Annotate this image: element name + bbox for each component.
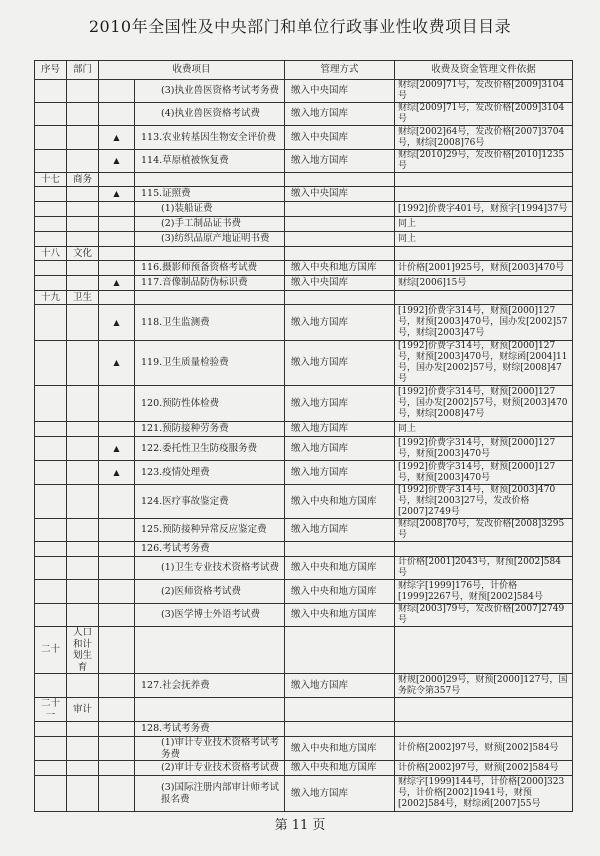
row-dept bbox=[67, 776, 99, 812]
row-seq bbox=[35, 103, 67, 126]
row-dept: 卫生 bbox=[67, 291, 99, 305]
row-management bbox=[285, 173, 395, 187]
row-seq bbox=[35, 232, 67, 247]
row-management bbox=[285, 217, 395, 232]
row-basis: 财综[2008]70号，发改价格[2008]3295号 bbox=[395, 519, 573, 542]
row-item-name: (3)国际注册内部审计师考试报名费 bbox=[135, 776, 285, 812]
row-management bbox=[285, 202, 395, 217]
row-management: 缴入地方国库 bbox=[285, 103, 395, 126]
row-basis: [1992]价费字314号，财预[2000]127号，财预[2003]470号，财综函[2004]11号，国办发[2002]57号，财综[2008]47号 bbox=[395, 341, 573, 386]
table-row bbox=[35, 604, 573, 627]
table-row bbox=[35, 557, 573, 580]
row-dept bbox=[67, 386, 99, 422]
row-item-name: 120.预防性体检费 bbox=[135, 386, 285, 422]
row-seq bbox=[35, 519, 67, 542]
row-seq bbox=[35, 80, 67, 103]
row-basis: 财综[2002]64号，发改价格[2007]3704号，财综[2008]76号 bbox=[395, 126, 573, 150]
table-row bbox=[35, 580, 573, 604]
row-dept bbox=[67, 604, 99, 627]
row-item-name: (1)审计专业技术资格考试考务费 bbox=[135, 737, 285, 761]
row-mark bbox=[99, 232, 135, 247]
row-dept bbox=[67, 737, 99, 761]
row-basis: [1992]价费字314号，财预[2000]127号，财预[2003]470号，国办发[2002]57号，财综[2003]47号 bbox=[395, 305, 573, 341]
row-item-name: 114.草原植被恢复费 bbox=[135, 150, 285, 173]
row-item-name: 122.委托性卫生防疫服务费 bbox=[135, 437, 285, 461]
row-item-name bbox=[135, 173, 285, 187]
row-item-name: 118.卫生监测费 bbox=[135, 305, 285, 341]
row-dept bbox=[67, 485, 99, 519]
row-management: 缴入地方国库 bbox=[285, 341, 395, 386]
page-number: 第 11 页 bbox=[274, 818, 326, 833]
row-item-name: 128.考试考务费 bbox=[135, 722, 285, 737]
table-row bbox=[35, 542, 573, 557]
row-item-name: (2)审计专业技术资格考试费 bbox=[135, 761, 285, 776]
row-item-name bbox=[135, 627, 285, 674]
row-item-name: 125.预防接种异常反应鉴定费 bbox=[135, 519, 285, 542]
header-seq: 序号 bbox=[35, 61, 67, 80]
document-title: 2010年全国性及中央部门和单位行政事业性收费项目目录 bbox=[88, 17, 512, 36]
row-management: 缴入地方国库 bbox=[285, 461, 395, 485]
row-seq bbox=[35, 187, 67, 202]
row-management: 缴入地方国库 bbox=[285, 437, 395, 461]
row-item-name: 113.农业转基因生物安全评价费 bbox=[135, 126, 285, 150]
row-management: 缴入中央国库 bbox=[285, 80, 395, 103]
row-mark: ▲ bbox=[99, 187, 135, 202]
row-seq bbox=[35, 261, 67, 276]
row-seq bbox=[35, 422, 67, 437]
row-seq bbox=[35, 737, 67, 761]
table-row bbox=[35, 232, 573, 247]
row-mark bbox=[99, 542, 135, 557]
row-seq bbox=[35, 580, 67, 604]
row-management: 缴入中央国库 bbox=[285, 276, 395, 291]
row-mark: ▲ bbox=[99, 437, 135, 461]
row-seq bbox=[35, 305, 67, 341]
table-row bbox=[35, 437, 573, 461]
row-dept bbox=[67, 150, 99, 173]
row-basis: 计价格[2001]2043号，财预[2002]584号 bbox=[395, 557, 573, 580]
row-dept bbox=[67, 674, 99, 698]
row-mark bbox=[99, 604, 135, 627]
row-mark: ▲ bbox=[99, 276, 135, 291]
row-seq: 十九 bbox=[35, 291, 67, 305]
row-item-name: 116.摄影师预备资格考试费 bbox=[135, 261, 285, 276]
row-dept bbox=[67, 761, 99, 776]
row-seq bbox=[35, 461, 67, 485]
row-mark bbox=[99, 627, 135, 674]
row-basis: 财综字[1999]176号，计价格[1999]2267号，财预[2002]584号 bbox=[395, 580, 573, 604]
row-seq: 十七 bbox=[35, 173, 67, 187]
row-basis bbox=[395, 187, 573, 202]
row-basis bbox=[395, 173, 573, 187]
row-dept bbox=[67, 187, 99, 202]
row-mark bbox=[99, 261, 135, 276]
row-basis: 财规[2000]29号，财预[2000]127号，国务院令第357号 bbox=[395, 674, 573, 698]
row-basis bbox=[395, 291, 573, 305]
table-row bbox=[35, 776, 573, 812]
row-item-name: (4)执业兽医资格考试费 bbox=[135, 103, 285, 126]
row-management: 缴入中央和地方国库 bbox=[285, 261, 395, 276]
row-management bbox=[285, 291, 395, 305]
row-management bbox=[285, 722, 395, 737]
row-item-name: 126.考试考务费 bbox=[135, 542, 285, 557]
row-item-name: 117.音像制品防伪标识费 bbox=[135, 276, 285, 291]
row-seq bbox=[35, 557, 67, 580]
table-row bbox=[35, 187, 573, 202]
row-seq bbox=[35, 126, 67, 150]
row-mark bbox=[99, 698, 135, 722]
table-row bbox=[35, 173, 573, 187]
row-seq bbox=[35, 386, 67, 422]
row-seq bbox=[35, 776, 67, 812]
row-mark bbox=[99, 202, 135, 217]
row-mark bbox=[99, 557, 135, 580]
row-mark bbox=[99, 103, 135, 126]
row-mark: ▲ bbox=[99, 341, 135, 386]
row-basis: 财综[2006]15号 bbox=[395, 276, 573, 291]
row-mark bbox=[99, 722, 135, 737]
row-seq bbox=[35, 761, 67, 776]
row-basis: 同上 bbox=[395, 217, 573, 232]
row-item-name: 123.疫情处理费 bbox=[135, 461, 285, 485]
row-basis: 同上 bbox=[395, 422, 573, 437]
table-row bbox=[35, 737, 573, 761]
row-item-name: 119.卫生质量检验费 bbox=[135, 341, 285, 386]
row-management: 缴入中央和地方国库 bbox=[285, 580, 395, 604]
table-row bbox=[35, 674, 573, 698]
row-seq bbox=[35, 217, 67, 232]
row-dept bbox=[67, 341, 99, 386]
header-dept: 部门 bbox=[67, 61, 99, 80]
row-dept bbox=[67, 437, 99, 461]
row-basis: [1992]价费字314号，财预[2000]127号，财预[2003]470号 bbox=[395, 437, 573, 461]
row-management bbox=[285, 247, 395, 261]
row-mark: ▲ bbox=[99, 150, 135, 173]
row-basis: 计价格[2001]925号，财预[2003]470号 bbox=[395, 261, 573, 276]
row-dept bbox=[67, 305, 99, 341]
row-item-name: (1)装船证费 bbox=[135, 202, 285, 217]
row-seq: 十八 bbox=[35, 247, 67, 261]
row-management: 缴入地方国库 bbox=[285, 674, 395, 698]
row-mark bbox=[99, 217, 135, 232]
row-basis bbox=[395, 627, 573, 674]
row-item-name: 124.医疗事故鉴定费 bbox=[135, 485, 285, 519]
table-row bbox=[35, 627, 573, 674]
row-management: 缴入地方国库 bbox=[285, 519, 395, 542]
row-dept bbox=[67, 232, 99, 247]
row-management bbox=[285, 627, 395, 674]
row-basis bbox=[395, 247, 573, 261]
row-basis bbox=[395, 542, 573, 557]
row-basis: 财综[2010]29号，发改价格[2010]1235号 bbox=[395, 150, 573, 173]
row-mark bbox=[99, 386, 135, 422]
table-row bbox=[35, 217, 573, 232]
row-basis: [1992]价费字401号，财预字[1994]37号 bbox=[395, 202, 573, 217]
row-dept: 商务 bbox=[67, 173, 99, 187]
table-row bbox=[35, 761, 573, 776]
row-seq bbox=[35, 604, 67, 627]
row-basis bbox=[395, 698, 573, 722]
row-management: 缴入中央和地方国库 bbox=[285, 485, 395, 519]
row-item-name bbox=[135, 247, 285, 261]
row-item-name: (2)医师资格考试费 bbox=[135, 580, 285, 604]
row-item-name: (3)纺织品原产地证明书费 bbox=[135, 232, 285, 247]
table-row bbox=[35, 247, 573, 261]
row-seq bbox=[35, 341, 67, 386]
table-row bbox=[35, 386, 573, 422]
row-dept: 审计 bbox=[67, 698, 99, 722]
row-management: 缴入中央和地方国库 bbox=[285, 604, 395, 627]
row-item-name bbox=[135, 698, 285, 722]
row-dept: 人口和计划生育 bbox=[67, 627, 99, 674]
row-basis: 财综字[1999]144号，计价格[2000]323号，计价格[2002]1941号，财预[2002]584号，财综函[2007]55号 bbox=[395, 776, 573, 812]
row-mark bbox=[99, 776, 135, 812]
row-dept bbox=[67, 217, 99, 232]
row-mark bbox=[99, 580, 135, 604]
row-basis: 财综[2009]71号，发改价格[2009]3104号 bbox=[395, 103, 573, 126]
row-mark bbox=[99, 674, 135, 698]
table-row bbox=[35, 103, 573, 126]
row-dept bbox=[67, 722, 99, 737]
row-item-name bbox=[135, 291, 285, 305]
row-mark bbox=[99, 737, 135, 761]
fee-items-table bbox=[34, 60, 573, 812]
row-seq bbox=[35, 674, 67, 698]
row-management bbox=[285, 542, 395, 557]
row-mark: ▲ bbox=[99, 461, 135, 485]
row-basis: 计价格[2002]97号，财预[2002]584号 bbox=[395, 737, 573, 761]
row-mark bbox=[99, 422, 135, 437]
row-dept bbox=[67, 557, 99, 580]
row-mark bbox=[99, 291, 135, 305]
row-management: 缴入中央和地方国库 bbox=[285, 737, 395, 761]
table-row bbox=[35, 519, 573, 542]
table-row bbox=[35, 276, 573, 291]
table-row bbox=[35, 422, 573, 437]
row-seq: 二十 bbox=[35, 627, 67, 674]
row-basis: [1992]价费字314号，财预[2003]470号，财综[2003]27号，发改价格[2007]2749号 bbox=[395, 485, 573, 519]
row-basis bbox=[395, 722, 573, 737]
row-dept: 文化 bbox=[67, 247, 99, 261]
table-row bbox=[35, 485, 573, 519]
row-basis: 计价格[2002]97号，财预[2002]584号 bbox=[395, 761, 573, 776]
row-dept bbox=[67, 542, 99, 557]
row-dept bbox=[67, 580, 99, 604]
row-basis: [1992]价费字314号，财预[2000]127号，财预[2003]470号 bbox=[395, 461, 573, 485]
table-row bbox=[35, 698, 573, 722]
row-mark bbox=[99, 485, 135, 519]
row-seq bbox=[35, 722, 67, 737]
row-basis: 财综[2009]71号，发改价格[2009]3104号 bbox=[395, 80, 573, 103]
table-row bbox=[35, 150, 573, 173]
row-item-name: 121.预防接种劳务费 bbox=[135, 422, 285, 437]
table-row bbox=[35, 341, 573, 386]
row-management bbox=[285, 698, 395, 722]
table-row bbox=[35, 722, 573, 737]
row-dept bbox=[67, 80, 99, 103]
row-dept bbox=[67, 261, 99, 276]
row-seq: 二十一 bbox=[35, 698, 67, 722]
row-management: 缴入中央国库 bbox=[285, 187, 395, 202]
row-seq bbox=[35, 437, 67, 461]
row-mark bbox=[99, 761, 135, 776]
row-seq bbox=[35, 202, 67, 217]
row-item-name: (3)医学博士外语考试费 bbox=[135, 604, 285, 627]
table-row bbox=[35, 261, 573, 276]
row-basis: 财综[2003]79号，发改价格[2007]2749号 bbox=[395, 604, 573, 627]
row-item-name: (3)执业兽医资格考试考务费 bbox=[135, 80, 285, 103]
row-seq bbox=[35, 150, 67, 173]
row-item-name: 115.证照费 bbox=[135, 187, 285, 202]
table-row bbox=[35, 126, 573, 150]
row-management: 缴入地方国库 bbox=[285, 422, 395, 437]
row-dept bbox=[67, 422, 99, 437]
row-basis: 同上 bbox=[395, 232, 573, 247]
table-row bbox=[35, 291, 573, 305]
row-mark bbox=[99, 519, 135, 542]
row-dept bbox=[67, 202, 99, 217]
row-management: 缴入中央和地方国库 bbox=[285, 557, 395, 580]
row-management: 缴入地方国库 bbox=[285, 305, 395, 341]
row-dept bbox=[67, 519, 99, 542]
row-item-name: (1)卫生专业技术资格考试费 bbox=[135, 557, 285, 580]
table-header-row bbox=[35, 61, 573, 80]
row-dept bbox=[67, 126, 99, 150]
header-basis: 收费及资金管理文件依据 bbox=[395, 61, 573, 80]
header-mgmt: 管理方式 bbox=[285, 61, 395, 80]
row-management: 缴入地方国库 bbox=[285, 386, 395, 422]
row-mark bbox=[99, 173, 135, 187]
row-seq bbox=[35, 485, 67, 519]
row-seq bbox=[35, 276, 67, 291]
row-dept bbox=[67, 461, 99, 485]
row-basis: [1992]价费字314号，财预[2000]127号，国办发[2002]57号，财预[2003]470号，财综[2008]47号 bbox=[395, 386, 573, 422]
table-row bbox=[35, 202, 573, 217]
table-row bbox=[35, 461, 573, 485]
row-management: 缴入地方国库 bbox=[285, 150, 395, 173]
row-dept bbox=[67, 276, 99, 291]
row-mark: ▲ bbox=[99, 126, 135, 150]
row-mark bbox=[99, 247, 135, 261]
table-row bbox=[35, 305, 573, 341]
row-item-name: (2)手工制品证书费 bbox=[135, 217, 285, 232]
row-management: 缴入中央和地方国库 bbox=[285, 761, 395, 776]
row-seq bbox=[35, 542, 67, 557]
row-mark: ▲ bbox=[99, 305, 135, 341]
header-item: 收费项目 bbox=[99, 61, 285, 80]
row-item-name: 127.社会抚养费 bbox=[135, 674, 285, 698]
row-dept bbox=[67, 103, 99, 126]
table-row bbox=[35, 80, 573, 103]
row-mark bbox=[99, 80, 135, 103]
row-management: 缴入中央国库 bbox=[285, 126, 395, 150]
row-management bbox=[285, 232, 395, 247]
row-management: 缴入地方国库 bbox=[285, 776, 395, 812]
